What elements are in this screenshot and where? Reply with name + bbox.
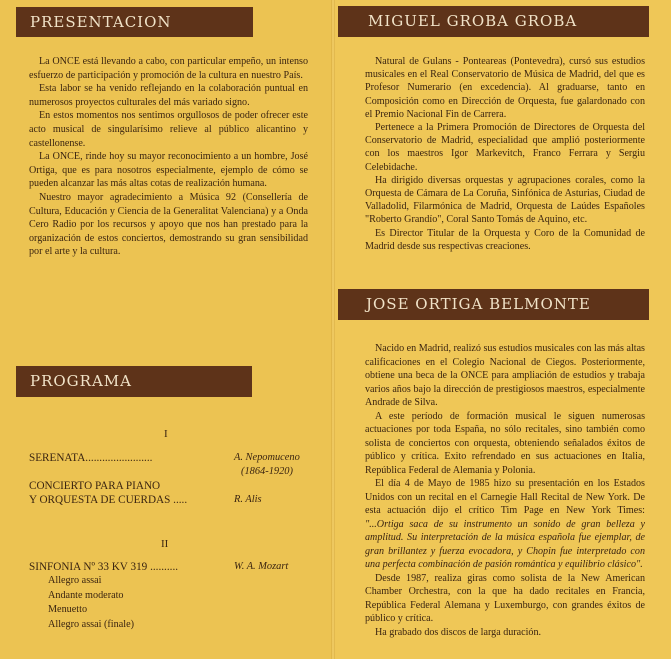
groba-text xyxy=(365,55,645,253)
dot-leader: .......... xyxy=(150,561,179,573)
work-title-line2: Y ORQUESTA DE CUERDAS xyxy=(29,494,171,506)
part-one-numeral: I xyxy=(164,428,168,440)
movement-item: Andante moderato xyxy=(48,589,124,601)
presentacion-paragraph: En estos momentos nos sentimos orgullosos de poder ofrecer este acto musical de singularísimo relieve al público alicantino y castellonense. xyxy=(29,110,308,149)
program-work-title3 xyxy=(29,560,178,574)
presentacion-text xyxy=(29,55,308,259)
dot-leader: ........................ xyxy=(85,452,153,464)
program-work-title xyxy=(29,451,152,465)
critic-quote: "...Ortiga saca de su instrumento un sonido de gran belleza y amplitud. Su interpretación de la música española fue ejemplar, de gran brillantez y fuerza evocadora, y Chopin fue interpretado con una perfecta combinación de pasión romántica y equilibrio clásico". xyxy=(365,518,645,570)
presentacion-paragraph: Esta labor se ha venido reflejando en la colaboración puntual en numerosos proyectos culturales del más variado signo. xyxy=(29,83,308,108)
movement-item: Allegro assai (finale) xyxy=(48,618,134,630)
ortiga-text xyxy=(365,342,645,639)
work-title: SERENATA xyxy=(29,452,86,464)
programa-heading: PROGRAMA xyxy=(16,366,252,397)
groba-paragraph: Pertenece a la Primera Promoción de Directores de Orquesta del Conservatorio de Madrid, especialidad que amplió posteriormente con los maestros Igor Markevitch, Franco Ferrara y Sergiu Celebidache. xyxy=(365,122,645,173)
presentacion-paragraph: Nuestro mayor agradecimiento a Música 92 (Consellería de Cultura, Educación y Ciencia de la Generalitat Valenciana) y a Onda Cero Radio por los recursos y apoyo que nos han prestado para la organización de estos conciertos, demostrando su gran sensibilidad por el arte y la cultura. xyxy=(29,191,308,258)
composer-dates: (1864-1920) xyxy=(241,466,293,477)
work-title: SINFONIA Nº 33 KV 319 xyxy=(29,561,148,573)
dot-leader: ..... xyxy=(173,494,188,506)
work-composer: R. Alis xyxy=(234,494,262,505)
ortiga-paragraph: A este período de formación musical le siguen numerosas actuaciones por toda España, no sólo recitales, sino también como solista de conciertos con orquesta, obteniendo señalados éxitos de público y crítica. Exito refrendado en sus actuaciones en Italia, República Federal de Alemania y Polonia. xyxy=(365,410,645,476)
movements-list xyxy=(48,574,134,632)
ortiga-paragraph: Desde 1987, realiza giras como solista de la New American Chamber Orchestra, con la que ha dado recitales en Francia, República Federal Alemana y Luxemburgo, con grandes éxitos de público y crítica. xyxy=(365,572,645,624)
ortiga-paragraph-with-quote xyxy=(365,477,645,572)
work-title: CONCIERTO PARA PIANO xyxy=(29,480,161,492)
ortiga-paragraph: Ha grabado dos discos de larga duración. xyxy=(375,626,542,638)
page-fold xyxy=(331,0,335,659)
ortiga-paragraph: Nacido en Madrid, realizó sus estudios musicales con las más altas calificaciones en el Colegio Nacional de Ciegos. Posteriormente, obtiene una beca de la ONCE para ampliación de estudios y trabaja varios años bajo la dirección de prestigiosos maestros, especialmente Andrade de Silva. xyxy=(365,343,645,408)
presentacion-heading: PRESENTACION xyxy=(16,7,253,37)
groba-paragraph: Natural de Gulans - Ponteareas (Pontevedra), cursó sus estudios musicales en el Real Conservatorio de Música de Madrid, del que es Profesor Numerario (en excedencia). Al graduarse, tanto en Composición como en Dirección de Orquesta, fue galardonado con el Premio Nacional Fin de Carrera. xyxy=(365,56,645,120)
groba-paragraph: Ha dirigido diversas orquestas y agrupaciones corales, como la Orquesta de Cámara de La Coruña, Sinfónica de Asturias, Ciudad de Valladolid, Filarmónica de Madrid, Orquesta de Laúdes Españoles "Roberto Grandío", Coral Santo Tomás de Aquino, etc. xyxy=(365,174,645,226)
groba-paragraph: Es Director Titular de la Orquesta y Coro de la Comunidad de Madrid desde sus respectivas creaciones. xyxy=(365,227,645,252)
ortiga-paragraph: El día 4 de Mayo de 1985 hizo su presentación en los Estados Unidos con un recital en el Carnegie Hall Recital de New York. De esta actuación dijo el crítico Tim Page en New York Times: xyxy=(365,478,645,516)
presentacion-paragraph: La ONCE, rinde hoy su mayor reconocimiento a un hombre, José Ortiga, que es para nosotros especialmente, ejemplo de cómo se pueden alcanzar las más altas cotas de realización humana. xyxy=(29,151,308,190)
work-composer: W. A. Mozart xyxy=(234,561,289,572)
work-composer: A. Nepomuceno xyxy=(234,452,300,463)
movement-item: Menuetto xyxy=(48,604,88,615)
groba-heading: MIGUEL GROBA GROBA xyxy=(338,6,649,37)
presentacion-paragraph: La ONCE está llevando a cabo, con particular empeño, un intenso esfuerzo de participación y promoción de la cultura en nuestro País. xyxy=(29,56,308,81)
program-work-title2 xyxy=(29,493,187,507)
part-two-numeral: II xyxy=(161,538,169,550)
ortiga-heading: JOSE ORTIGA BELMONTE xyxy=(338,289,649,320)
movement-item: Allegro assai xyxy=(48,575,102,586)
